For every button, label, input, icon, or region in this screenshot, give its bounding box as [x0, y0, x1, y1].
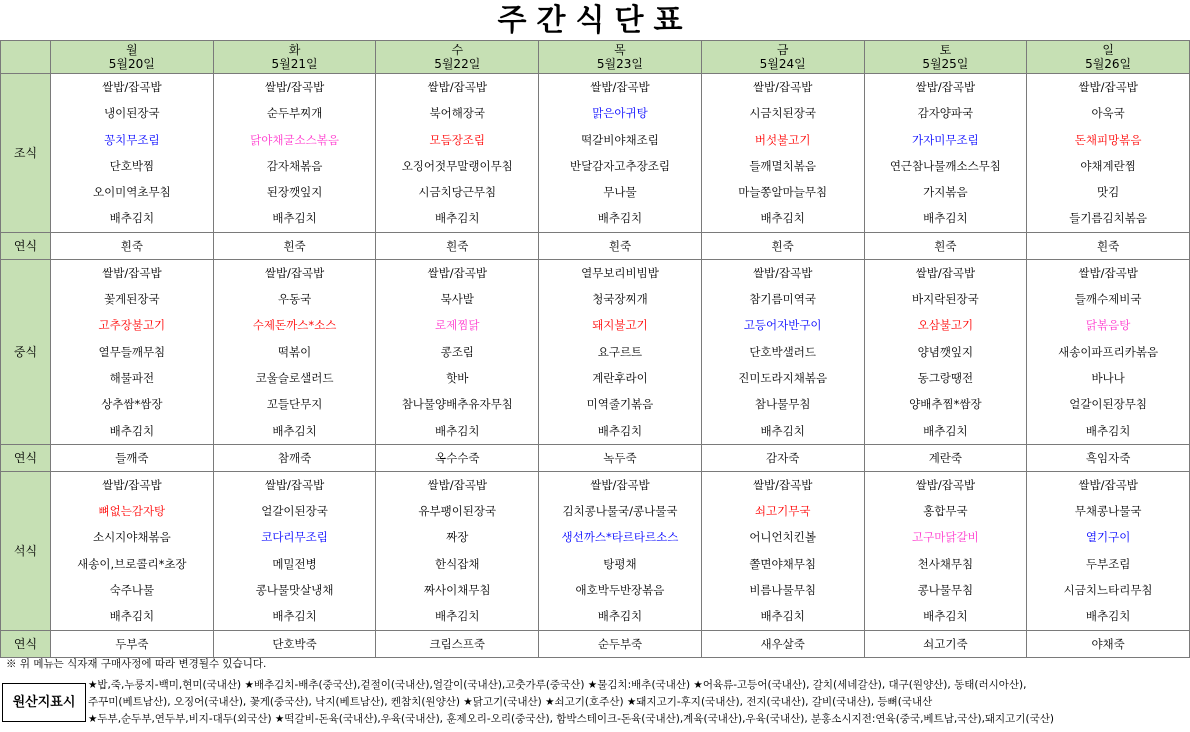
snack-cell: 순두부죽 [539, 630, 702, 657]
menu-item: 고추장불고기 [98, 318, 166, 333]
day-date: 5월24일 [759, 57, 806, 71]
menu-item: 시금치느타리무침 [1063, 583, 1153, 598]
lunch-cell [213, 259, 376, 444]
menu-item: 오삼불고기 [917, 318, 974, 333]
menu-item: 고구마닭갈비 [912, 530, 979, 545]
menu-item: 감자채볶음 [266, 158, 323, 173]
menu-item: 무채콩나물국 [1074, 504, 1142, 519]
breakfast-cell [864, 74, 1027, 233]
snack-cell: 단호박죽 [213, 630, 376, 657]
menu-item: 쌀밥/잡곡밥 [1078, 80, 1138, 94]
menu-item: 배추김치 [435, 609, 480, 624]
meal-label-snack: 연식 [1, 232, 51, 259]
page-title: 주간식단표 [497, 3, 693, 38]
menu-item: 콩나물무침 [917, 583, 974, 598]
lunch-cell [51, 259, 214, 444]
menu-item: 된장깻잎지 [266, 185, 323, 200]
menu-item: 소시지야채볶음 [92, 530, 171, 545]
menu-item: 맑은아귀탕 [592, 106, 648, 121]
breakfast-cell [213, 74, 376, 233]
menu-item: 쌀밥/잡곡밥 [1078, 477, 1138, 492]
menu-item: 배추김치 [923, 423, 968, 438]
weekly-menu-table [0, 40, 1190, 658]
menu-item: 순두부찌개 [266, 106, 323, 121]
lunch-row [1, 259, 1190, 444]
menu-item: 단호박찜 [109, 158, 155, 173]
menu-item: 쌀밥/잡곡밥 [590, 477, 650, 492]
menu-item: 두부조림 [1085, 556, 1131, 571]
menu-item: 묵사발 [440, 292, 474, 307]
header-row [1, 41, 1190, 74]
menu-item: 배추김치 [1085, 423, 1131, 438]
menu-item: 배추김치 [923, 609, 968, 624]
day-header [701, 41, 864, 74]
menu-item: 탕평채 [603, 556, 637, 571]
menu-item: 가지볶음 [923, 185, 968, 200]
menu-item: 쌀밥/잡곡밥 [915, 80, 976, 94]
breakfast-cell [1027, 74, 1190, 233]
snack-cell: 참깨죽 [213, 444, 376, 471]
menu-item: 바나나 [1091, 370, 1125, 385]
origin-line: ★두부,순두부,연두부,비지-대두(외국산) ★떡갈비-돈육(국내산),우육(국내산), 훈제오리-오리(중국산), 함박스테이크-돈육(국내산),계육(국내산),우육(국내산), 분홍소시지전:연육(중국,베트남,국산),돼지고기(국산) [88, 713, 1054, 725]
day-name: 목 [614, 43, 626, 57]
breakfast-cell [376, 74, 539, 233]
snack-cell: 들깨죽 [51, 444, 214, 471]
menu-item: 배추김치 [435, 423, 480, 438]
menu-change-note: ※ 위 메뉴는 식자재 구매사정에 따라 변경될수 있습니다. [6, 658, 267, 670]
menu-item: 참나물무침 [754, 397, 811, 412]
snack-cell: 크림스프죽 [376, 630, 539, 657]
menu-item: 가자미무조림 [912, 132, 979, 147]
dinner-cell [864, 471, 1027, 630]
menu-item: 배추김치 [597, 609, 643, 624]
menu-item: 배추김치 [272, 423, 317, 438]
menu-item: 청국장찌개 [592, 292, 648, 307]
snack-cell: 흰죽 [376, 232, 539, 259]
day-header [376, 41, 539, 74]
menu-item: 배추김치 [109, 211, 155, 226]
menu-item: 모듬장조림 [429, 132, 486, 147]
menu-item: 코다리무조림 [261, 530, 328, 545]
menu-item: 어니언치킨볼 [749, 530, 816, 545]
menu-item: 배추김치 [760, 609, 805, 624]
origin-text [88, 677, 1188, 728]
menu-item: 우동국 [277, 292, 312, 307]
day-name: 금 [776, 43, 789, 57]
menu-item: 북어해장국 [429, 106, 486, 121]
day-header [864, 41, 1027, 74]
lunch-cell [701, 259, 864, 444]
menu-item: 콩조림 [440, 344, 474, 359]
dinner-cell [701, 471, 864, 630]
menu-item: 쌀밥/잡곡밥 [915, 477, 976, 492]
menu-item: 꼬들단무지 [266, 397, 323, 412]
menu-item: 애호박두반장볶음 [575, 583, 665, 598]
menu-item: 맛김 [1097, 185, 1120, 200]
menu-item: 열기구이 [1085, 530, 1131, 545]
menu-item: 오이미역초무침 [92, 185, 171, 200]
menu-item: 해물파전 [109, 370, 155, 385]
menu-item: 감자양파국 [917, 106, 974, 121]
origin-line: ★밥,죽,누룽지-백미,현미(국내산) ★배추김치-배추(중국산),겉절이(국내산),얼갈이(국내산),고춧가루(중국산) ★물김치:배추(국내산) ★어육류-고등어(국내산), 갈치(세네갈산), 대구(원양산), 동태(러시아산), [88, 679, 1027, 691]
corner-cell [1, 41, 51, 74]
menu-item: 얼갈이된장국 [261, 504, 328, 519]
snack-cell: 쇠고기죽 [864, 630, 1027, 657]
day-header [1027, 41, 1190, 74]
meal-label-breakfast: 조식 [1, 74, 51, 233]
dinner-cell [51, 471, 214, 630]
snack-cell: 흰죽 [701, 232, 864, 259]
day-date: 5월21일 [271, 57, 318, 71]
origin-line: 주꾸미(베트남산), 오징어(국내산), 꽃게(중국산), 낙지(베트남산), 켄참치(원양산) ★닭고기(국내산) ★쇠고기(호주산) ★돼지고기-후지(국내산), 전지(국내산), 갈비(국내산), 등뼈(국내산 [88, 696, 933, 708]
menu-item: 꽃게된장국 [104, 292, 160, 307]
menu-item: 비름나물무침 [749, 583, 816, 598]
day-date: 5월20일 [108, 57, 155, 71]
menu-item: 새송이파프리카볶음 [1058, 344, 1159, 359]
menu-item: 쌀밥/잡곡밥 [264, 80, 325, 94]
menu-item: 열무들깨무침 [98, 344, 166, 359]
menu-item: 꽁치무조림 [104, 132, 160, 147]
snack-cell: 흰죽 [864, 232, 1027, 259]
menu-item: 쌀밥/잡곡밥 [1078, 265, 1138, 280]
dinner-cell [376, 471, 539, 630]
menu-item: 동그랑땡전 [917, 370, 974, 385]
breakfast-row [1, 74, 1190, 233]
menu-item: 천사채무침 [917, 556, 974, 571]
menu-item: 쌀밥/잡곡밥 [752, 265, 813, 280]
menu-item: 들깨수제비국 [1074, 292, 1142, 307]
menu-item: 생선까스*타르타르소스 [561, 530, 679, 545]
menu-item: 핫바 [446, 370, 469, 385]
snack-cell: 새우살죽 [701, 630, 864, 657]
menu-item: 메밀전병 [272, 556, 317, 571]
menu-item: 요구르트 [597, 344, 643, 359]
menu-item: 단호박샐러드 [749, 344, 816, 359]
day-name: 월 [126, 43, 138, 57]
menu-item: 참기름미역국 [749, 292, 816, 307]
menu-item: 쌀밥/잡곡밥 [102, 265, 162, 280]
menu-item: 쌀밥/잡곡밥 [427, 80, 487, 94]
lunch-cell [376, 259, 539, 444]
origin-label: 원산지표시 [2, 683, 86, 722]
snack-cell: 감자죽 [701, 444, 864, 471]
menu-item: 코울슬로샐러드 [255, 370, 334, 385]
day-date: 5월22일 [434, 57, 481, 71]
menu-item: 들기름김치볶음 [1069, 211, 1147, 226]
menu-item: 무나물 [603, 185, 637, 200]
menu-item: 버섯불고기 [754, 132, 811, 147]
breakfast-cell [539, 74, 702, 233]
menu-item: 콩나물맛살냉채 [255, 583, 334, 598]
menu-item: 떡볶이 [277, 344, 312, 359]
menu-item: 연근참나물깨소스무침 [889, 158, 1001, 173]
menu-item: 뼈없는감자탕 [98, 504, 166, 519]
menu-item: 배추김치 [597, 423, 643, 438]
breakfast-cell [701, 74, 864, 233]
menu-item: 쌀밥/잡곡밥 [102, 477, 162, 492]
menu-item: 미역줄기볶음 [586, 397, 654, 412]
snack-cell: 두부죽 [51, 630, 214, 657]
menu-item: 시금치당근무침 [418, 185, 497, 200]
snack-cell: 흰죽 [539, 232, 702, 259]
meal-label-snack: 연식 [1, 630, 51, 657]
dinner-cell [539, 471, 702, 630]
menu-item: 들깨멸치볶음 [749, 158, 816, 173]
snack-cell: 흰죽 [51, 232, 214, 259]
menu-item: 짜장 [446, 530, 469, 545]
day-date: 5월26일 [1085, 57, 1132, 71]
menu-item: 시금치된장국 [749, 106, 816, 121]
dinner-snack-row [1, 630, 1190, 657]
menu-item: 홍합무국 [923, 504, 968, 519]
lunch-cell [1027, 259, 1190, 444]
menu-item: 열무보리비빔밥 [581, 265, 659, 280]
day-name: 화 [288, 43, 301, 57]
menu-item: 로제찜닭 [435, 318, 480, 333]
menu-item: 오징어젓무말랭이무침 [401, 158, 513, 173]
day-name: 일 [1102, 43, 1114, 57]
menu-item: 한식잡채 [435, 556, 480, 571]
day-header [51, 41, 214, 74]
meal-label-lunch: 중식 [1, 259, 51, 444]
menu-item: 배추김치 [597, 211, 643, 226]
menu-item: 배추김치 [923, 211, 968, 226]
menu-item: 돼지불고기 [592, 318, 648, 333]
menu-item: 쌀밥/잡곡밥 [590, 80, 650, 94]
menu-item: 양배추찜*쌈장 [909, 397, 982, 412]
menu-item: 쌀밥/잡곡밥 [427, 477, 487, 492]
snack-cell: 흰죽 [1027, 232, 1190, 259]
day-header [539, 41, 702, 74]
menu-item: 배추김치 [109, 609, 155, 624]
menu-item: 쌀밥/잡곡밥 [427, 265, 487, 280]
menu-item: 쌀밥/잡곡밥 [264, 265, 325, 280]
meal-label-snack: 연식 [1, 444, 51, 471]
menu-item: 배추김치 [760, 211, 805, 226]
menu-item: 쌀밥/잡곡밥 [752, 477, 813, 492]
menu-item: 쌀밥/잡곡밥 [264, 477, 325, 492]
breakfast-cell [51, 74, 214, 233]
menu-item: 배추김치 [272, 609, 317, 624]
menu-item: 바지락된장국 [912, 292, 979, 307]
lunch-cell [539, 259, 702, 444]
menu-item: 돈채피망볶음 [1074, 132, 1142, 147]
breakfast-snack-row [1, 232, 1190, 259]
menu-item: 쌀밥/잡곡밥 [752, 80, 813, 94]
dinner-cell [1027, 471, 1190, 630]
menu-item: 마늘쫑알마늘무침 [738, 185, 828, 200]
menu-item: 진미도라지채볶음 [738, 370, 828, 385]
menu-item: 김치콩나물국/콩나물국 [562, 504, 678, 519]
menu-item: 유부팽이된장국 [418, 504, 497, 519]
menu-item: 배추김치 [760, 423, 805, 438]
snack-cell: 옥수수죽 [376, 444, 539, 471]
menu-item: 쌀밥/잡곡밥 [102, 80, 162, 94]
snack-cell: 계란죽 [864, 444, 1027, 471]
menu-item: 배추김치 [435, 211, 480, 226]
menu-item: 계란후라이 [592, 370, 648, 385]
dinner-row [1, 471, 1190, 630]
menu-item: 쌀밥/잡곡밥 [915, 265, 976, 280]
snack-cell: 녹두죽 [539, 444, 702, 471]
lunch-snack-row [1, 444, 1190, 471]
snack-cell: 야채죽 [1027, 630, 1190, 657]
menu-item: 배추김치 [1085, 609, 1131, 624]
menu-item: 얼갈이된장무침 [1069, 397, 1147, 412]
lunch-cell [864, 259, 1027, 444]
snack-cell: 흑임자죽 [1027, 444, 1190, 471]
day-header [213, 41, 376, 74]
menu-item: 고등어자반구이 [743, 318, 822, 333]
menu-item: 양념깻잎지 [917, 344, 974, 359]
snack-cell: 흰죽 [213, 232, 376, 259]
day-date: 5월25일 [922, 57, 969, 71]
menu-item: 새송이,브로콜리*초장 [77, 556, 187, 571]
menu-item: 상추쌈*쌈장 [101, 397, 163, 412]
menu-item: 참나물양배추유자무침 [401, 397, 513, 412]
menu-item: 닭볶음탕 [1085, 318, 1131, 333]
menu-item: 쇠고기무국 [754, 504, 811, 519]
menu-item: 배추김치 [272, 211, 317, 226]
day-date: 5월23일 [596, 57, 643, 71]
menu-item: 쫄면야채무침 [749, 556, 816, 571]
menu-item: 짜사이채무침 [423, 583, 491, 598]
dinner-cell [213, 471, 376, 630]
day-name: 토 [939, 43, 952, 57]
menu-item: 닭야채굴소스볶음 [250, 132, 339, 147]
day-name: 수 [451, 43, 464, 57]
menu-item: 숙주나물 [109, 583, 155, 598]
meal-label-dinner: 석식 [1, 471, 51, 630]
menu-item: 아욱국 [1091, 106, 1125, 121]
menu-item: 냉이된장국 [104, 106, 160, 121]
menu-item: 반달감자고추장조림 [569, 158, 670, 173]
menu-item: 야채계란찜 [1080, 158, 1136, 173]
menu-item: 배추김치 [109, 423, 155, 438]
menu-item: 수제돈까스*소스 [252, 318, 337, 333]
menu-item: 떡갈비야채조림 [581, 132, 659, 147]
